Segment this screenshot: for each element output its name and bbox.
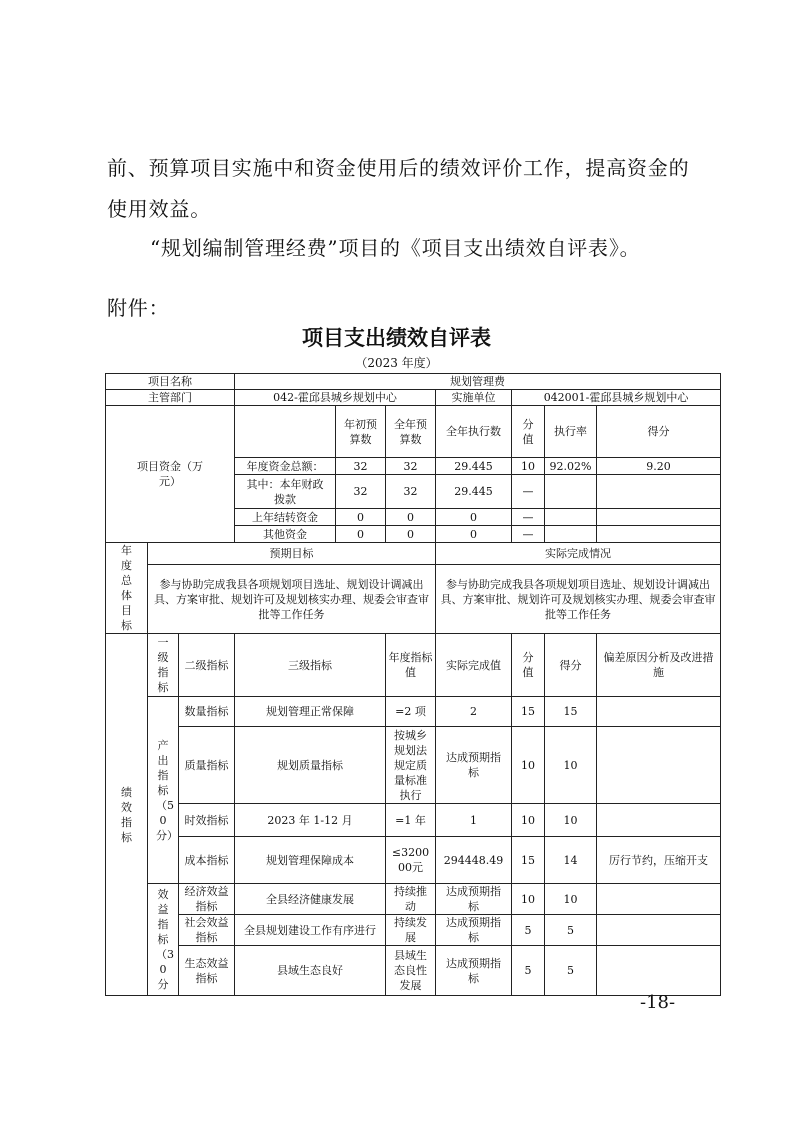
funds-header: 得分 [597, 406, 721, 458]
cell [597, 475, 721, 509]
cell: 0 [386, 509, 436, 526]
empty-cell [235, 406, 336, 458]
indicator-row [106, 946, 721, 996]
target: ≤320000元 [386, 837, 436, 884]
cell [545, 509, 597, 526]
indicators-label: 绩效指标 [106, 634, 148, 996]
indicator-group-name: 效益指标（30分 [148, 884, 179, 996]
note: 厉行节约，压缩开支 [597, 837, 721, 884]
score: 5 [545, 946, 597, 996]
l3: 规划质量指标 [235, 727, 386, 804]
indicator-row [106, 884, 721, 915]
cell: — [512, 526, 545, 543]
note [597, 727, 721, 804]
cell [545, 475, 597, 509]
indicator-header: 分值 [512, 634, 545, 697]
target: 按城乡规划法规定质量标准执行 [386, 727, 436, 804]
actual: 达成预期指标 [436, 884, 512, 915]
funds-row-name: 上年结转资金 [235, 509, 336, 526]
expected-goal-text: 参与协助完成我县各项规划项目选址、规划设计调减出具、方案审批、规划许可及规划核实办理、规委会审查审批等工作任务 [148, 565, 436, 634]
target: 县域生态良性发展 [386, 946, 436, 996]
actual: 达成预期指标 [436, 915, 512, 946]
score-value: 15 [512, 697, 545, 727]
cell [597, 509, 721, 526]
l3: 2023 年 1-12 月 [235, 804, 386, 837]
cell: 32 [386, 458, 436, 475]
indicator-header: 年度指标值 [386, 634, 436, 697]
indicator-row [106, 915, 721, 946]
funds-header: 全年执行数 [436, 406, 512, 458]
score-value: 5 [512, 946, 545, 996]
score-value: 15 [512, 837, 545, 884]
score: 10 [545, 884, 597, 915]
l2: 时效指标 [179, 804, 235, 837]
cell: — [512, 509, 545, 526]
funds-header: 执行率 [545, 406, 597, 458]
body-line: 前、预算项目实施中和资金使用后的绩效评价工作，提高资金的 [107, 156, 690, 180]
score-value: 10 [512, 804, 545, 837]
indicator-row [106, 837, 721, 884]
funds-header: 年初预算数 [336, 406, 386, 458]
funds-header: 分值 [512, 406, 545, 458]
actual-goal-label: 实际完成情况 [436, 543, 721, 565]
body-line: “规划编制管理经费”项目的《项目支出绩效自评表》。 [150, 236, 641, 260]
actual: 294448.49 [436, 837, 512, 884]
target: =2 项 [386, 697, 436, 727]
attachment-label: 附件： [107, 296, 170, 320]
note [597, 884, 721, 915]
cell: 29.445 [436, 458, 512, 475]
cell [545, 526, 597, 543]
note [597, 946, 721, 996]
l3: 规划管理保障成本 [235, 837, 386, 884]
l2: 社会效益指标 [179, 915, 235, 946]
cell: 32 [386, 475, 436, 509]
l2: 数量指标 [179, 697, 235, 727]
indicator-row [106, 727, 721, 804]
cell: 92.02% [545, 458, 597, 475]
l3: 全县经济健康发展 [235, 884, 386, 915]
score: 10 [545, 804, 597, 837]
dept-label: 主管部门 [106, 390, 235, 406]
cell: 29.445 [436, 475, 512, 509]
score-value: 5 [512, 915, 545, 946]
cell: 10 [512, 458, 545, 475]
score: 5 [545, 915, 597, 946]
actual-goal-text: 参与协助完成我县各项规划项目选址、规划设计调减出具、方案审批、规划许可及规划核实办理、规委会审查审批等工作任务 [436, 565, 721, 634]
cell: 0 [436, 526, 512, 543]
body-line: 使用效益。 [107, 197, 211, 221]
note [597, 915, 721, 946]
cell: 0 [336, 526, 386, 543]
cell: 32 [336, 475, 386, 509]
project-name-label: 项目名称 [106, 374, 235, 390]
score: 10 [545, 727, 597, 804]
indicator-header: 得分 [545, 634, 597, 697]
cell: 9.20 [597, 458, 721, 475]
table-title: 项目支出绩效自评表 [302, 325, 491, 350]
cell: 0 [336, 509, 386, 526]
l3: 县域生态良好 [235, 946, 386, 996]
score-value: 10 [512, 884, 545, 915]
indicator-header: 偏差原因分析及改进措施 [597, 634, 721, 697]
actual: 达成预期指标 [436, 727, 512, 804]
table-year: （2023 年度） [355, 356, 438, 370]
target: 持续推动 [386, 884, 436, 915]
expected-goal-label: 预期目标 [148, 543, 436, 565]
target: 持续发展 [386, 915, 436, 946]
indicator-group-name: 产出指标（50分） [148, 697, 179, 884]
l2: 质量指标 [179, 727, 235, 804]
funds-header: 全年预算数 [386, 406, 436, 458]
cell: — [512, 475, 545, 509]
actual: 1 [436, 804, 512, 837]
self-evaluation-table [105, 373, 721, 996]
project-name-value: 规划管理费 [235, 374, 721, 390]
unit-value: 042001-霍邱县城乡规划中心 [512, 390, 721, 406]
funds-row-name: 其他资金 [235, 526, 336, 543]
score: 15 [545, 697, 597, 727]
indicator-header: 一级指标 [148, 634, 179, 697]
indicator-row [106, 804, 721, 837]
actual: 2 [436, 697, 512, 727]
l2: 经济效益指标 [179, 884, 235, 915]
note [597, 697, 721, 727]
l3: 规划管理正常保障 [235, 697, 386, 727]
cell: 32 [336, 458, 386, 475]
funds-row-name: 年度资金总额： [235, 458, 336, 475]
l2: 成本指标 [179, 837, 235, 884]
actual: 达成预期指标 [436, 946, 512, 996]
goal-label: 年度总体目标 [106, 543, 148, 634]
cell [597, 526, 721, 543]
unit-label: 实施单位 [436, 390, 512, 406]
indicator-row [106, 697, 721, 727]
dept-value: 042-霍邱县城乡规划中心 [235, 390, 436, 406]
page-number: -18- [640, 992, 676, 1013]
target: =1 年 [386, 804, 436, 837]
score: 14 [545, 837, 597, 884]
funds-row-name: 其中：本年财政拨款 [235, 475, 336, 509]
l3: 全县规划建设工作有序进行 [235, 915, 386, 946]
indicator-header: 实际完成值 [436, 634, 512, 697]
indicator-header: 三级指标 [235, 634, 386, 697]
note [597, 804, 721, 837]
funds-label: 项目资金（万元） [106, 406, 235, 543]
l2: 生态效益指标 [179, 946, 235, 996]
score-value: 10 [512, 727, 545, 804]
indicator-header: 二级指标 [179, 634, 235, 697]
cell: 0 [386, 526, 436, 543]
cell: 0 [436, 509, 512, 526]
